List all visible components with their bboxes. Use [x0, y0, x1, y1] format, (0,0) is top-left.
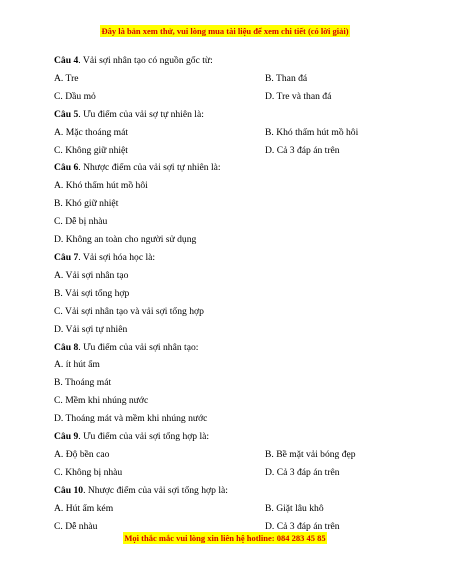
option: D. Thoáng mát và mềm khi nhúng nước [54, 413, 208, 425]
option: C. Vải sợi nhân tạo và vải sợi tổng hợp [54, 305, 204, 317]
question-6-text: . Nhược điểm của vải sợi tự nhiên là: [78, 162, 221, 174]
question-5-label: Câu 5 [54, 108, 79, 120]
option: B. Thoáng mát [54, 377, 112, 389]
option: A. Tre [54, 72, 79, 84]
hotline-banner [0, 533, 450, 543]
option: D. Cả 3 đáp án trên [265, 144, 340, 156]
option: D. Không an toàn cho người sử dụng [54, 234, 197, 246]
option: B. Giặt lâu khô [265, 502, 324, 514]
question-9-options-row-1 [54, 446, 394, 464]
question-list [54, 52, 394, 535]
option: B. Bề mặt vải bóng đẹp [265, 448, 356, 460]
question-8 [54, 339, 394, 357]
option: B. Vải sợi tổng hợp [54, 287, 130, 299]
option: C. Dầu mỏ [54, 90, 96, 102]
option: A. Độ bền cao [54, 448, 110, 460]
option: C. Dễ nhàu [54, 520, 98, 532]
question-8-text: . Ưu điểm của vải sợi nhân tạo: [78, 341, 199, 353]
option: C. Mềm khi nhúng nước [54, 395, 149, 407]
option: B. Khó giữ nhiệt [54, 198, 119, 210]
option: C. Dễ bị nhàu [54, 216, 108, 228]
option: D. Tre và than đá [265, 90, 332, 102]
option: A. Mặc thoáng mát [54, 126, 129, 138]
question-9-options-row-2 [54, 464, 394, 482]
option: A. Vải sợi nhân tạo [54, 269, 129, 281]
question-4-label: Câu 4 [54, 55, 79, 66]
question-10-options-row-1 [54, 500, 394, 518]
option: A. Khó thấm hút mồ hôi [54, 180, 148, 192]
option: A. Hút ẩm kém [54, 502, 114, 514]
question-9-text: . Ưu điểm của vải sợi tổng hợp là: [78, 431, 210, 443]
option: B. Than đá [265, 72, 308, 84]
question-7-text: . Vải sợi hóa học là: [78, 251, 156, 263]
question-10-label: Câu 10 [54, 484, 84, 496]
preview-notice-text: Đây là bản xem thử, vui lòng mua tài liệu để xem chi tiết (có lời giải) [101, 26, 349, 36]
option: D. Vải sợi tự nhiên [54, 323, 128, 335]
question-4-text: . Vải sợi nhân tạo có nguồn gốc từ: [78, 55, 213, 66]
option: A. ít hút ẩm [54, 359, 100, 371]
question-5-text: . Ưu điểm của vải sợ tự nhiên là: [78, 108, 204, 120]
question-6 [54, 159, 394, 177]
question-5-options-row-2 [54, 142, 394, 160]
question-4 [54, 52, 394, 70]
option: C. Không giữ nhiệt [54, 144, 128, 156]
question-4-options-row-2 [54, 88, 394, 106]
question-8-label: Câu 8 [54, 341, 79, 353]
question-10-text: . Nhược điểm của vải sợi tổng hợp là: [83, 484, 228, 496]
hotline-text: Mọi thắc mắc vui lòng xin liên hệ hotline: 084 283 45 85 [124, 533, 326, 543]
question-6-label: Câu 6 [54, 162, 79, 174]
option: B. Khó thấm hút mồ hôi [265, 126, 359, 138]
option: D. Cả 3 đáp án trên [265, 466, 340, 478]
question-7 [54, 249, 394, 267]
preview-notice-banner [0, 26, 450, 36]
question-7-label: Câu 7 [54, 251, 79, 263]
question-4-options-row-1 [54, 70, 394, 88]
question-5 [54, 106, 394, 124]
question-5-options-row-1 [54, 124, 394, 142]
question-9 [54, 428, 394, 446]
option: C. Không bị nhàu [54, 466, 123, 478]
question-10 [54, 482, 394, 500]
option: D. Cả 3 đáp án trên [265, 520, 340, 532]
question-9-label: Câu 9 [54, 431, 79, 443]
